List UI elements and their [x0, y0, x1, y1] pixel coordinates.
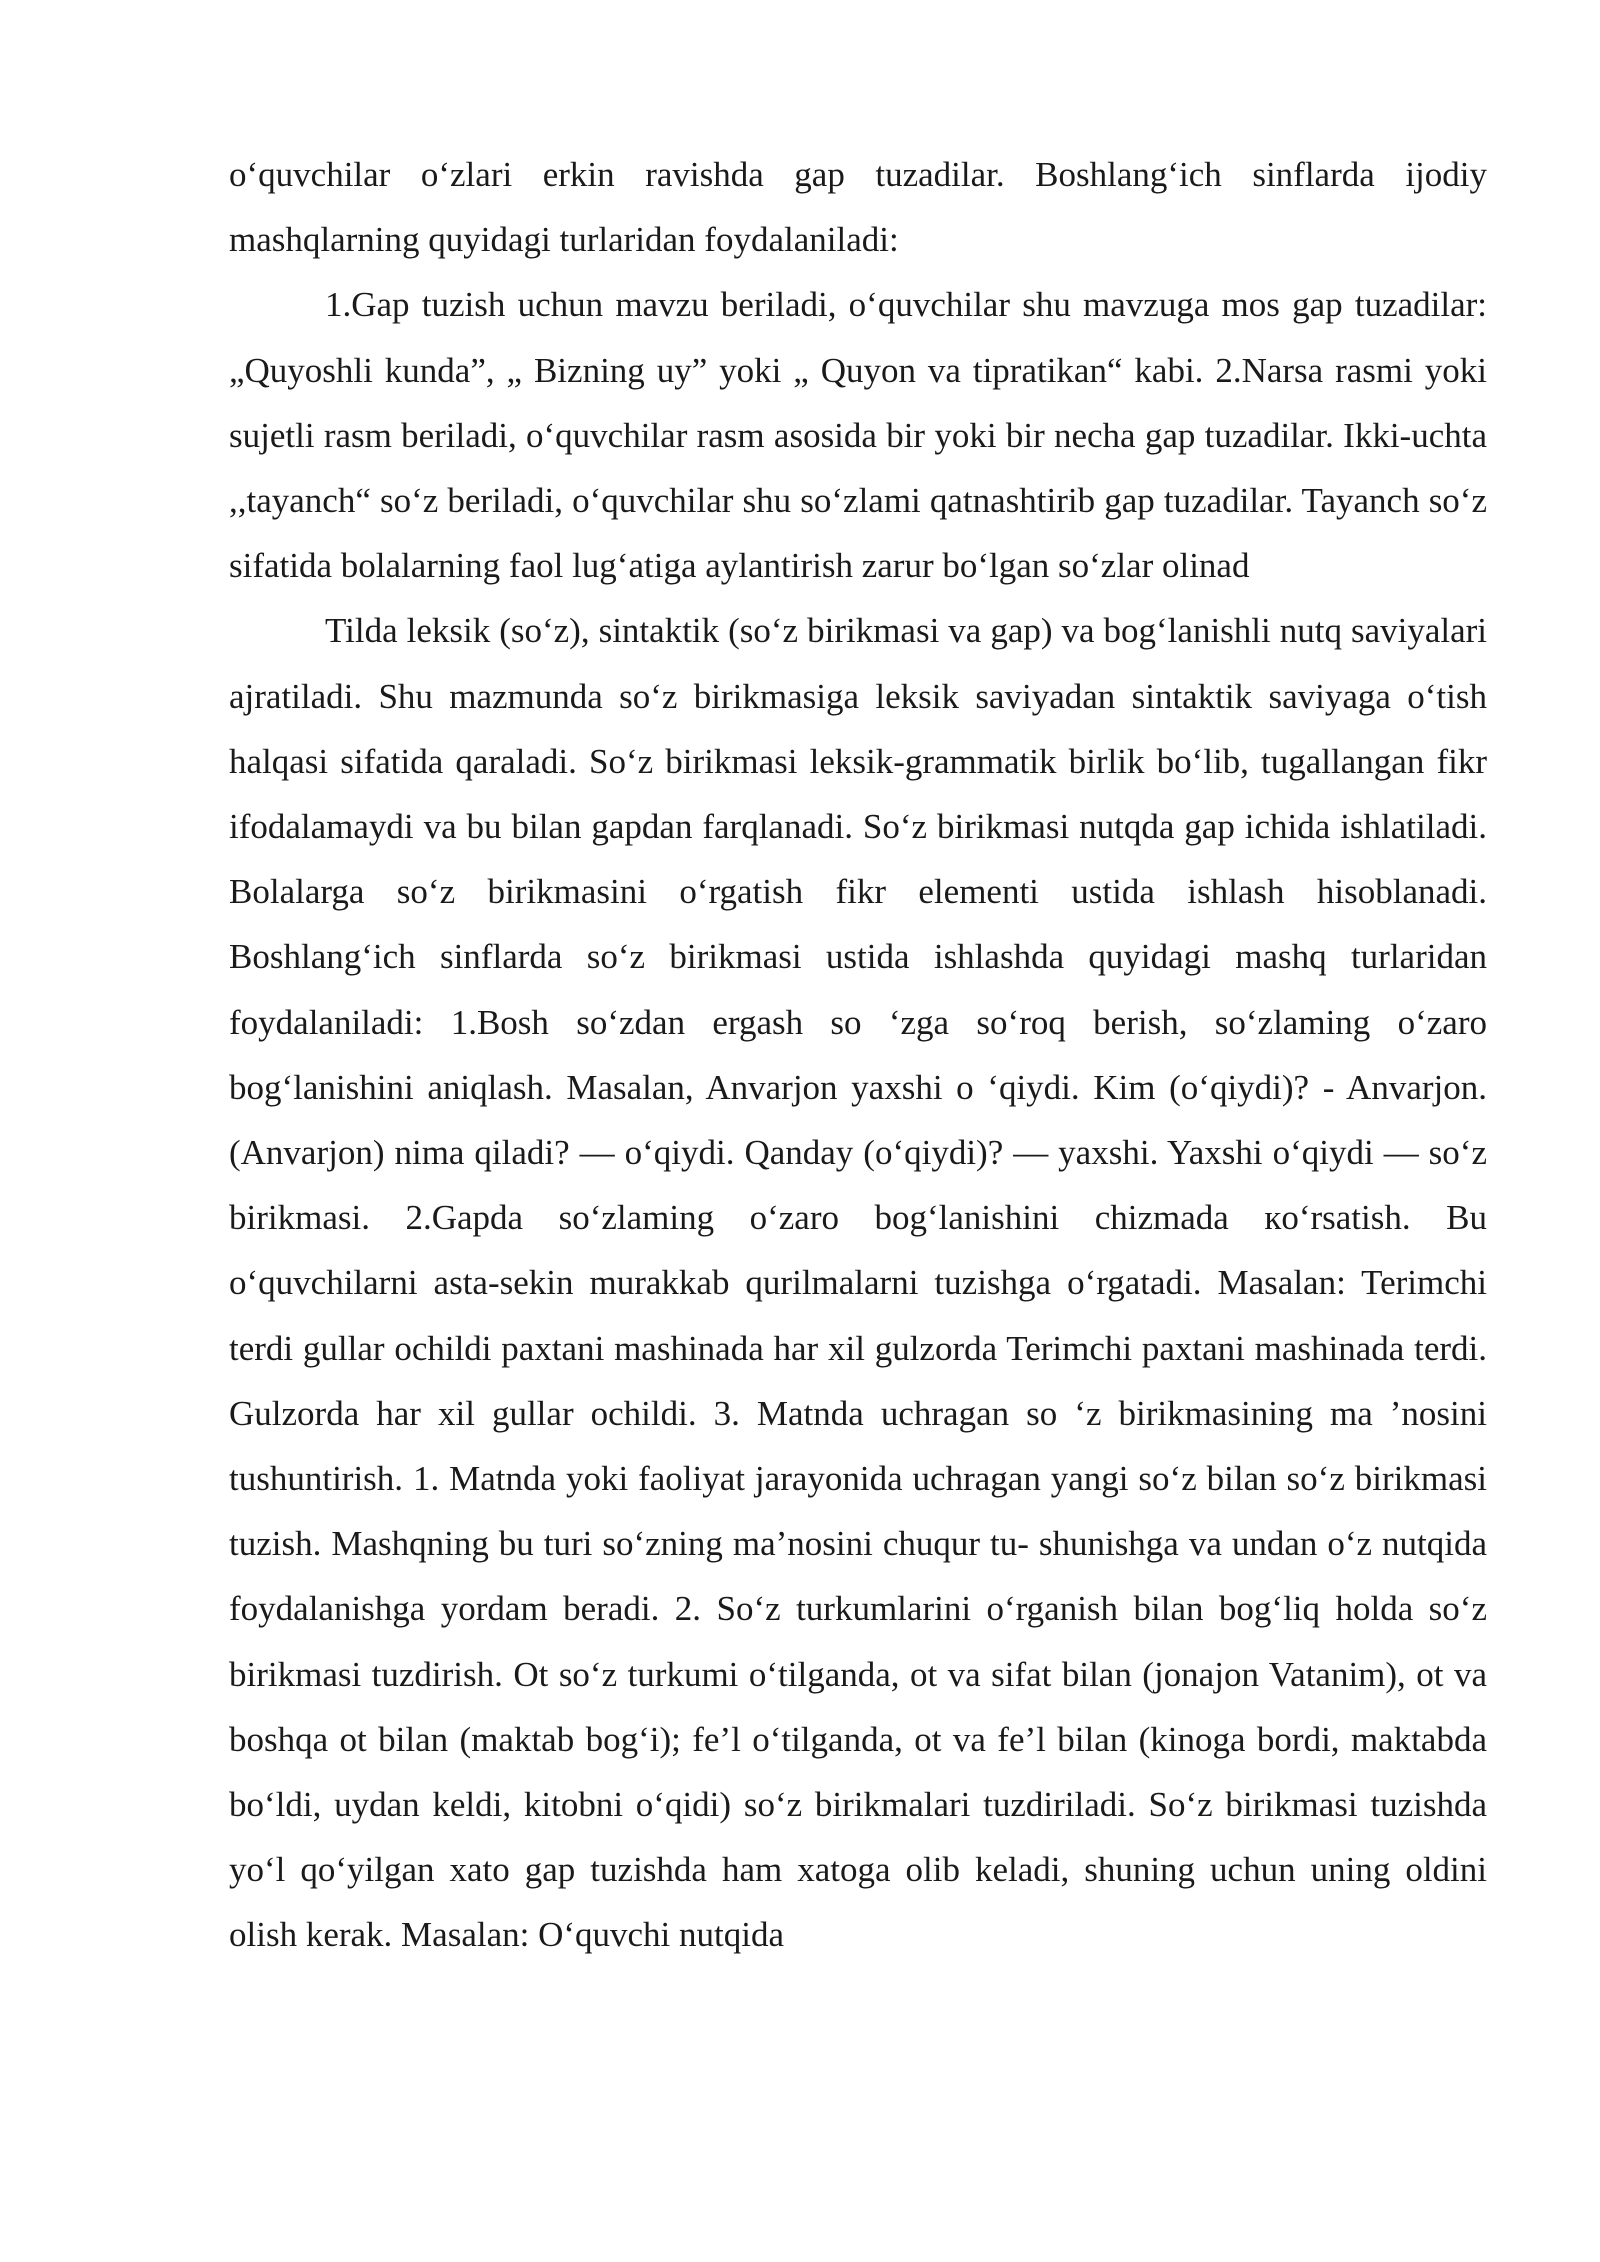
paragraph-1: o‘quvchilar o‘zlari erkin ravishda gap tuzadilar. Boshlang‘ich sinflarda ijodiy mashqlarning quyidagi turlaridan foydalaniladi: [229, 155, 1487, 260]
paragraph-3: Tilda leksik (so‘z), sintaktik (so‘z birikmasi va gap) va bog‘lanishli nutq saviyalari ajratiladi. Shu mazmunda so‘z birikmasiga leksik saviyadan sintaktik saviyaga o‘tish halqasi sifatida qaraladi. So‘z birikmasi leksik-grammatik birlik bo‘lib, tugallangan fikr ifodalamaydi va bu bilan gapdan farqlanadi. So‘z birikmasi nutqda gap ichida ishlatiladi. Bolalarga so‘z birikmasini o‘rgatish fikr elementi ustida ishlash hisoblanadi. Boshlang‘ich sinflarda so‘z birikmasi ustida ishlashda quyidagi mashq turlaridan foydalaniladi: 1.Bosh so‘zdan ergash so ‘zga so‘roq berish, so‘zlaming o‘zaro bog‘lanishini aniqlash. Masalan, Anvarjon yaxshi o ‘qiydi. Kim (o‘qiydi)? - Anvarjon. (Anvarjon) nima qiladi? — o‘qiydi. Qanday (o‘qiydi)? — yaxshi. Yaxshi o‘qiydi — so‘z birikmasi. 2.Gapda so‘zlaming o‘zaro bog‘lanishini chizmada кo‘rsatish. Bu o‘quvchilarni asta-sekin murakkab qurilmalarni tuzishga o‘rgatadi. Masalan: Terimchi terdi gullar ochildi paxtani mashinada har xil gulzorda Terimchi paxtani mashinada terdi. Gulzorda har xil gullar ochildi. 3. Matnda uchragan so ‘z birikmasining ma ’nosini tushuntirish. 1. Matnda yoki faoliyat jarayonida uchragan yangi so‘z bilan so‘z birikmasi tuzish. Mashqning bu turi so‘zning ma’nosini chuqur tu- shunishga va undan o‘z nutqida foydalanishga yordam beradi. 2. So‘z turkumlarini o‘rganish bilan bog‘liq holda so‘z birikmasi tuzdirish. Ot so‘z turkumi o‘tilganda, ot va sifat bilan (jonajon Vatanim), ot va boshqa ot bilan (maktab bog‘i); fe’l o‘tilganda, ot va fe’l bilan (kinoga bordi, maktabda bo‘ldi, uydan keldi, kitobni o‘qidi) so‘z birikmalari tuzdiriladi. So‘z birikmasi tuzishda yo‘l qo‘yilgan xato gap tuzishda ham xatoga olib keladi, shuning uchun uning oldini olish kerak. Masalan: O‘quvchi nutqida [229, 611, 1487, 1955]
document-page [229, 142, 1487, 1968]
paragraph-2: 1.Gap tuzish uchun mavzu beriladi, o‘quvchilar shu mavzuga mos gap tuzadilar: „Quyoshli kunda”, „ Bizning uy” yoki „ Quyon va tipratikan“ kabi. 2.Narsa rasmi yoki sujetli rasm beriladi, o‘quvchilar rasm asosida bir yoki bir necha gap tuzadilar. Ikki-uchta ,,tayanch“ so‘z beriladi, o‘quvchilar shu so‘zlami qatnashtirib gap tuzadilar. Tayanch so‘z sifatida bolalarning faol lug‘atiga aylantirish zarur bo‘lgan so‘zlar olinad [229, 285, 1487, 586]
